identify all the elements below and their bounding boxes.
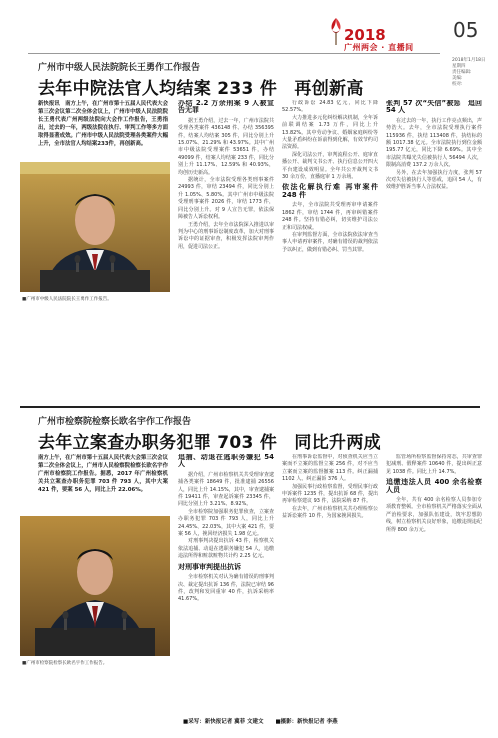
page-number: 05 <box>453 18 479 42</box>
portrait-image <box>20 516 170 656</box>
article1-col2-paragraph: 深化司法公开，审判流程公开、庭审直播公开、裁判文书公开、执行信息公开四大平台建设成效明显。全年共公开裁判文书 30 余万份，直播庭审 1 万余场。 <box>282 151 378 181</box>
prosecutor-portrait-photo <box>20 516 170 656</box>
article1-col2-paragraph: 行政诉讼 24.83 亿元，同比下降 52.57%。 <box>282 100 378 114</box>
article1-kicker: 广州市中级人民法院院长王勇作工作报告 <box>38 63 201 73</box>
article2-kicker: 广州市检察院检察长欧名宇作工作报告 <box>38 417 192 427</box>
footer-credit: ■采写：新快报记者 冀菲 文建文 <box>183 719 264 725</box>
article1-col1-subhead: 办结 2.2 万余刑案 9 人被宣告无罪 <box>178 100 274 115</box>
masthead-year: 2018 <box>344 26 386 44</box>
article2-col1-paragraph: 对刑事判决提出抗诉 43 件，检察机关依法追捕、动退在逃职务嫌犯 54 人，追缴违法所得和赃款赃物共计约 2.25 亿元。 <box>178 538 274 560</box>
masthead <box>328 14 452 54</box>
article1-column-1 <box>178 100 274 400</box>
article2-photo-caption: ■广州市检察院检察长欧名宇作工作报告。 <box>22 661 108 666</box>
article2-col2-paragraph: 在去年，广州市检察机关共办理检察公益诉讼案件 10 件，为国家挽回损失。 <box>282 505 378 520</box>
article2-col1-paragraph: 据介绍，广州市检察机关共受理审查逮捕各类案件 18649 件，批准逮捕 26556 人，同比上升 14.15%，其中，审查逮捕案件 19411 件，审查起诉案件 23345 件，同比分别上升 3.21%、8.92%。 <box>178 471 274 508</box>
side-info-line: 星期四 <box>452 64 466 69</box>
side-info-line: 责任编辑: <box>452 70 472 75</box>
article2-col2-paragraph: 加强民事行政检察监督，受理民事行政申诉案件 1235 件，提出抗诉 68 件，提出再审检察建议 93 件，法院采纳 87 件。 <box>282 483 378 505</box>
article2-col3-subhead: 追缴违法人员 400 余名检察人员 <box>386 478 482 494</box>
article2-lead: 南方上午，在广州市第十五届人民代表大会第三次会议第二次全体会议上，广州市人民检察院检察长欧名宇作广州市检察院工作报告。据悉，2017 年广州检察机关共立案查办职务犯罪 703 件 793 人，其中大案 421 件，要案 56 人，同比上升 22.06%。 <box>38 455 168 493</box>
article1-col3-paragraph: 另外，在去年加强执行力度，张判 57 次对失信被执行人等惩戒，追回 54 人，有效维护胜诉当事人合法权益。 <box>386 169 482 191</box>
article2-col1-paragraph: 全市检察机关对认为确有错误的刑事判决、裁定提出抗诉 136 件，法院已审结 96 件，改判和发回重审 40 件，抗诉采纳率 41.67%。 <box>178 574 274 603</box>
article2-col1-subhead: 对刑事审判提出抗诉 <box>178 562 241 571</box>
article2-column-3 <box>386 454 482 709</box>
article2-col2-paragraph: 在刑事诉讼监督中，对侦查机关应当立案而不立案的监督立案 256 件，对不应当立案而立案的监督撤案 113 件。纠正漏捕 1102 人、纠正漏诉 376 人。 <box>282 454 378 483</box>
article2-headline: 去年立案查办职务犯罪 703 件 同比升两成 <box>38 433 381 453</box>
article1-col1-paragraph: 据王勇介绍，过去一年，广州市法院共受理各类案件 436148 件、办结 356395 件，结案人均结案 305 件，同比分别上升 15.07%、21.29% 和 43.97%。其中广州市中级法院受理案件 53651 件，办结 49099 件，结案人均结案 233 件，同比分别上升 11.17%、12.59% 和 40.93%，均创历史新高。 <box>178 117 274 176</box>
portrait-image <box>20 162 170 292</box>
header-rule <box>28 53 440 54</box>
article1-col3-subhead: 张判 57 次“失信”被惩 追回 54 人 <box>386 100 482 115</box>
article1-col2-paragraph: 大力推进多元化纠纷解决机制，全年诉前联调结案 1.73 万件，同比上升 13.82%。其中劳动争议、婚姻家庭纠纷等大量矛盾纠纷在诉前得到化解，有效节约司法资源。 <box>282 114 378 151</box>
side-info-line: 美编: <box>452 76 463 81</box>
article2-col3-paragraph: 监管场所检察监督保持常态，共审查罪犯减刑、假释案件 10640 件，提出纠正意见 1038 件。同比上升 14.7%。 <box>386 454 482 475</box>
judge-portrait-photo <box>20 162 170 292</box>
side-info-line: 校对: <box>452 82 463 87</box>
article1-col2-paragraph: 去年，全市法院共受理再审申请案件 1862 件，审结 1744 件，再审纠错案件 248 件。坚持有错必纠，切实维护司法公正和司法权威。 <box>282 202 378 231</box>
article1-column-3 <box>386 100 482 400</box>
article1-column-2 <box>282 100 378 400</box>
article1-col2-paragraph: 在审判监督方面，全市法院依法审查当事人申请再审案件，对确有错误的裁判依法予以纠正，做到有错必纠、罚当其罪。 <box>282 231 378 253</box>
article1-col1-paragraph: 据统计，全市法院受理各类刑事案件 24993 件，审结 23494 件，同比分别上升 1.05%、5.80%。其中广州市中级法院受理刑事案件 2026 件，审结 1773 件，同比分别上升。对 9 人宣告无罪，依法保障被告人诉讼权利。 <box>178 177 274 221</box>
article1-lead: 新快报讯 南方上午，在广州市第十五届人民代表大会第三次会议第二次全体会议上，广州市中级人民法院院长王勇代表广州两级法院向大会作工作报告，王勇指出，过去的一年，两级法院在执行、审判工作等多方面取得显著成效。广州市中级人民法院受理各类案件大幅上升，全市法官人均结案233件，再创新高。 <box>38 101 168 147</box>
article1-photo-caption: ■广州市中级人民法院院长王勇作工作报告。 <box>22 297 112 302</box>
article2-col3-paragraph: 全年，共有 400 余名检察人员参加专项教育整顿。全市检察机关严格落实全面从严治检要求，加强队伍建设，筑牢思想防线，树立检察机关良好形象，追缴违规违纪所得 800 余万元。 <box>386 497 482 533</box>
footer-credit: ■摄影：新快报记者 李燕 <box>275 719 338 725</box>
page-footer-credits <box>183 717 348 725</box>
kapok-flower-icon <box>328 16 344 46</box>
article2-column-2 <box>282 454 378 709</box>
article2-column-1 <box>178 454 274 709</box>
side-info-line: 2018年1月18日 <box>452 58 486 63</box>
masthead-brand: 广州两会 · 直播间 <box>344 43 414 52</box>
masthead-side-info <box>452 58 488 88</box>
article2-col1-subhead: 追捕、动退在逃职务嫌犯 54 人 <box>178 454 274 469</box>
article1-col3-paragraph: 在过去的一年，执行工作亮点频出，声势浩大。去年，全市法院受理执行案件 115936 件，执结 113408 件，执结标的额 1017.38 亿元。全市法院执行到位金额 195.77 亿元，同比下降 6.69%。其中全市法院共曝光失信被执行人 56494 人次，限制高消费 137.2 万余人次。 <box>386 117 482 169</box>
article2-col1-paragraph: 全市检察院加强职务犯罪侦查，立案查办职务犯罪 703 件 793 人，同比上升 24.45%、22.03%，其中大案 421 件，要案 56 人，挽回经济损失 1.98 亿元。 <box>178 508 274 538</box>
article1-headline: 去年中院法官人均结案 233 件 再创新高 <box>38 79 364 99</box>
article1-col2-subhead: 依法化解执行难 再审案件 248 件 <box>282 183 378 199</box>
section-divider <box>20 406 480 408</box>
article1-col1-paragraph: 王勇介绍，去年全市法院深入推进以审判为中心的刑事诉讼制度改革，加大对刑事诉讼中的证据审查，积极发挥法院审判作用，促进司法公正。 <box>178 221 274 250</box>
